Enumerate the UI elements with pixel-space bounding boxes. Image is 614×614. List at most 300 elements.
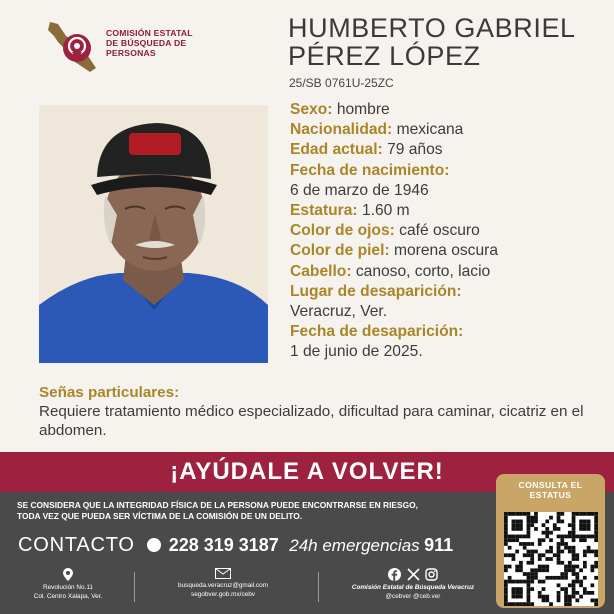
marks-text: Requiere tratamiento médico especializado, dificultad para caminar, cicatriz en el abdomen. — [39, 403, 584, 439]
person-name — [288, 14, 608, 70]
height-row — [290, 201, 610, 221]
qr-module — [579, 595, 583, 599]
qr-module — [530, 516, 534, 520]
qr-module — [508, 565, 512, 569]
qr-module — [515, 538, 519, 542]
qr-module — [590, 550, 594, 554]
qr-module — [534, 572, 538, 576]
qr-module — [527, 595, 531, 599]
qr-module — [590, 598, 594, 602]
qr-module — [579, 520, 583, 524]
qr-module — [534, 520, 538, 524]
qr-module — [545, 565, 549, 569]
qr-module — [557, 595, 561, 599]
qr-module — [579, 535, 583, 539]
qr-module — [583, 565, 587, 569]
qr-module — [572, 568, 576, 572]
qr-module — [512, 587, 516, 591]
qr-module — [587, 527, 591, 531]
qr-module — [557, 546, 561, 550]
footer-divider-1 — [134, 572, 135, 602]
website-url[interactable]: segobver.gob.mx/cebv — [191, 591, 255, 598]
qr-module — [542, 598, 546, 602]
qr-module — [549, 538, 553, 542]
qr-module — [512, 557, 516, 561]
qr-module — [575, 598, 579, 602]
qr-module — [594, 598, 598, 602]
qr-module — [575, 565, 579, 569]
email-block — [158, 568, 288, 599]
qr-module — [568, 568, 572, 572]
qr-module — [534, 512, 538, 516]
height-label: Estatura: — [290, 202, 358, 220]
qr-module — [542, 587, 546, 591]
eye-color-value: café oscuro — [399, 222, 480, 240]
qr-module — [504, 602, 508, 606]
birthdate-value-row — [290, 181, 610, 201]
qr-module — [542, 595, 546, 599]
qr-module — [523, 512, 527, 516]
qr-module — [530, 602, 534, 606]
qr-module — [575, 580, 579, 584]
address-line-1: Revolución No.11 — [43, 584, 93, 591]
date-label: Fecha de desaparición: — [290, 323, 464, 341]
qr-module — [553, 523, 557, 527]
qr-module — [583, 523, 587, 527]
location-pin-icon — [63, 568, 73, 581]
qr-module — [504, 520, 508, 524]
emergency-number[interactable]: 911 — [424, 535, 454, 555]
qr-module — [579, 512, 583, 516]
qr-module — [527, 598, 531, 602]
qr-module — [549, 550, 553, 554]
qr-module — [557, 520, 561, 524]
contact-line — [18, 534, 498, 557]
qr-module — [572, 538, 576, 542]
qr-module — [508, 538, 512, 542]
qr-module — [572, 546, 576, 550]
qr-module — [594, 516, 598, 520]
qr-module — [515, 568, 519, 572]
qr-module — [542, 538, 546, 542]
qr-module — [564, 535, 568, 539]
name-line-1: HUMBERTO GABRIEL — [288, 13, 576, 43]
qr-module — [560, 538, 564, 542]
qr-module — [557, 542, 561, 546]
nationality-value: mexicana — [396, 121, 464, 139]
qr-module — [572, 520, 576, 524]
qr-module — [583, 576, 587, 580]
height-value: 1.60 m — [361, 202, 410, 220]
qr-module — [515, 520, 519, 524]
qr-module — [557, 561, 561, 565]
social-block — [338, 568, 488, 601]
qr-module — [557, 527, 561, 531]
qr-module — [504, 553, 508, 557]
commission-logo — [44, 18, 244, 78]
help-slogan: ¡AYÚDALE A VOLVER! — [170, 458, 444, 485]
qr-module — [534, 527, 538, 531]
distinguishing-marks — [39, 383, 599, 440]
place-value: Veracruz, Ver. — [290, 303, 388, 321]
qr-module — [508, 553, 512, 557]
qr-module — [594, 527, 598, 531]
qr-module — [504, 580, 508, 584]
qr-module — [572, 583, 576, 587]
qr-module — [549, 576, 553, 580]
qr-module — [545, 595, 549, 599]
status-title-line-1: CONSULTA EL — [518, 480, 583, 490]
qr-module — [530, 553, 534, 557]
qr-module — [523, 535, 527, 539]
qr-module — [534, 568, 538, 572]
qr-pattern — [504, 512, 598, 606]
qr-module — [523, 602, 527, 606]
qr-module — [519, 523, 523, 527]
qr-module — [542, 531, 546, 535]
qr-module — [515, 535, 519, 539]
qr-module — [542, 580, 546, 584]
qr-module — [560, 512, 564, 516]
qr-module — [568, 602, 572, 606]
warning-line-1: SE CONSIDERA QUE LA INTEGRIDAD FÍSICA DE LA PERSONA PUEDE ENCONTRARSE EN RIESGO, — [17, 500, 418, 510]
qr-module — [587, 550, 591, 554]
qr-module — [557, 557, 561, 561]
qr-module — [557, 583, 561, 587]
qr-module — [527, 527, 531, 531]
qr-module — [527, 583, 531, 587]
qr-module — [508, 546, 512, 550]
email-address[interactable]: busqueda.veracruz@gmail.com — [178, 582, 268, 589]
eye-color-label: Color de ojos: — [290, 222, 395, 240]
qr-module — [579, 580, 583, 584]
qr-module — [564, 587, 568, 591]
qr-module — [504, 591, 508, 595]
qr-module — [568, 523, 572, 527]
skin-color-value: morena oscura — [393, 242, 498, 260]
qr-module — [519, 565, 523, 569]
qr-module — [545, 557, 549, 561]
qr-module — [504, 538, 508, 542]
qr-module — [519, 527, 523, 531]
qr-module — [587, 520, 591, 524]
qr-module — [538, 557, 542, 561]
qr-module — [530, 568, 534, 572]
person-details — [290, 100, 610, 363]
qr-module — [512, 602, 516, 606]
qr-module — [530, 576, 534, 580]
qr-module — [512, 553, 516, 557]
qr-module — [564, 591, 568, 595]
qr-module — [523, 546, 527, 550]
cap-logo — [129, 133, 181, 155]
qr-module — [538, 591, 542, 595]
qr-module — [538, 542, 542, 546]
qr-module — [512, 580, 516, 584]
qr-module — [512, 535, 516, 539]
qr-module — [583, 587, 587, 591]
qr-module — [519, 595, 523, 599]
qr-module — [583, 512, 587, 516]
qr-module — [583, 561, 587, 565]
qr-module — [568, 561, 572, 565]
qr-module — [564, 595, 568, 599]
nationality-row — [290, 120, 610, 140]
qr-module — [504, 542, 508, 546]
qr-module — [542, 523, 546, 527]
qr-module — [549, 557, 553, 561]
qr-module — [594, 576, 598, 580]
qr-module — [579, 527, 583, 531]
qr-module — [530, 520, 534, 524]
qr-module — [572, 595, 576, 599]
qr-module — [527, 535, 531, 539]
eye-color-row — [290, 221, 610, 241]
qr-module — [572, 523, 576, 527]
qr-module — [512, 538, 516, 542]
qr-module — [564, 568, 568, 572]
qr-module — [530, 523, 534, 527]
qr-module — [504, 595, 508, 599]
qr-module — [553, 576, 557, 580]
qr-module — [527, 561, 531, 565]
qr-module — [568, 565, 572, 569]
qr-module — [579, 568, 583, 572]
sex-value: hombre — [336, 101, 390, 118]
qr-module — [515, 587, 519, 591]
person-photo — [39, 105, 268, 363]
qr-module — [572, 512, 576, 516]
qr-module — [594, 520, 598, 524]
qr-module — [583, 550, 587, 554]
qr-module — [538, 538, 542, 542]
qr-module — [560, 520, 564, 524]
qr-module — [527, 591, 531, 595]
skin-color-row — [290, 241, 610, 261]
instagram-icon[interactable] — [425, 568, 438, 581]
qr-module — [538, 580, 542, 584]
qr-module — [515, 527, 519, 531]
commission-name — [106, 28, 193, 58]
qr-module — [572, 572, 576, 576]
qr-module — [564, 542, 568, 546]
qr-module — [560, 542, 564, 546]
qr-module — [549, 546, 553, 550]
address-line-2: Col. Centro Xalapa, Ver. — [33, 593, 103, 600]
qr-module — [575, 535, 579, 539]
case-folio: 25/SB 0761U-25ZC — [289, 76, 394, 90]
hair-value: canoso, corto, lacio — [355, 262, 491, 280]
qr-module — [512, 523, 516, 527]
qr-module — [557, 553, 561, 557]
qr-module — [508, 580, 512, 584]
qr-module — [590, 565, 594, 569]
date-value-row — [290, 342, 610, 362]
skin-color-label: Color de piel: — [290, 242, 390, 260]
qr-module — [542, 568, 546, 572]
status-title-line-2: ESTATUS — [529, 490, 572, 500]
qr-module — [583, 538, 587, 542]
qr-module — [534, 576, 538, 580]
hair-label: Cabello: — [290, 262, 352, 280]
qr-module — [504, 535, 508, 539]
qr-module — [545, 598, 549, 602]
qr-module — [504, 527, 508, 531]
qr-module — [527, 516, 531, 520]
emergency-label: 24h emergencias — [289, 536, 420, 555]
birthdate-label: Fecha de nacimiento: — [290, 161, 450, 179]
qr-module — [527, 572, 531, 576]
qr-module — [530, 572, 534, 576]
place-value-row — [290, 302, 610, 322]
qr-module — [545, 550, 549, 554]
qr-module — [594, 531, 598, 535]
qr-module — [545, 527, 549, 531]
qr-module — [572, 580, 576, 584]
qr-module — [545, 531, 549, 535]
qr-module — [568, 546, 572, 550]
qr-module — [575, 557, 579, 561]
qr-module — [549, 531, 553, 535]
qr-module — [512, 527, 516, 531]
qr-module — [527, 580, 531, 584]
qr-module — [575, 512, 579, 516]
qr-module — [545, 535, 549, 539]
qr-module — [504, 523, 508, 527]
birthdate-value: 6 de marzo de 1946 — [290, 181, 429, 199]
qr-module — [519, 561, 523, 565]
qr-module — [523, 580, 527, 584]
qr-module — [564, 565, 568, 569]
qr-module — [545, 576, 549, 580]
qr-module — [568, 535, 572, 539]
qr-module — [560, 535, 564, 539]
qr-module — [527, 602, 531, 606]
qr-module — [534, 516, 538, 520]
qr-module — [564, 598, 568, 602]
facebook-icon[interactable] — [388, 568, 401, 581]
qr-module — [557, 512, 561, 516]
qr-module — [553, 553, 557, 557]
marks-label: Señas particulares: — [39, 384, 180, 401]
qr-module — [587, 591, 591, 595]
sex-row — [290, 100, 610, 120]
qr-module — [564, 572, 568, 576]
qr-module — [523, 572, 527, 576]
qr-module — [575, 576, 579, 580]
qr-module — [572, 516, 576, 520]
qr-module — [553, 527, 557, 531]
qr-module — [557, 516, 561, 520]
qr-module — [557, 550, 561, 554]
qr-module — [527, 553, 531, 557]
qr-module — [519, 602, 523, 606]
qr-module — [508, 576, 512, 580]
qr-module — [527, 531, 531, 535]
qr-module — [594, 561, 598, 565]
qr-module — [583, 591, 587, 595]
qr-module — [560, 561, 564, 565]
qr-module — [587, 512, 591, 516]
status-qr-code[interactable] — [504, 512, 598, 606]
qr-module — [523, 553, 527, 557]
qr-module — [515, 550, 519, 554]
x-icon[interactable] — [407, 568, 420, 581]
qr-module — [519, 568, 523, 572]
footer-divider-2 — [318, 572, 319, 602]
envelope-icon — [215, 568, 231, 579]
qr-module — [557, 598, 561, 602]
qr-module — [519, 591, 523, 595]
qr-module — [579, 538, 583, 542]
qr-module — [515, 591, 519, 595]
qr-module — [579, 583, 583, 587]
qr-module — [504, 587, 508, 591]
social-org-name: Comisión Estatal de Búsqueda Veracruz — [351, 584, 475, 591]
qr-module — [508, 602, 512, 606]
qr-module — [587, 546, 591, 550]
social-icons — [338, 568, 488, 582]
qr-module — [534, 550, 538, 554]
qr-module — [515, 523, 519, 527]
qr-module — [572, 557, 576, 561]
qr-module — [530, 580, 534, 584]
qr-module — [542, 553, 546, 557]
qr-module — [594, 512, 598, 516]
qr-module — [519, 542, 523, 546]
name-line-2: PÉREZ LÓPEZ — [288, 41, 481, 71]
qr-module — [590, 512, 594, 516]
qr-module — [527, 520, 531, 524]
warning-line-2: TODA VEZ QUE PUEDA SER VÍCTIMA DE LA COMISIÓN DE UN DELITO. — [17, 511, 303, 521]
qr-module — [568, 598, 572, 602]
qr-module — [519, 535, 523, 539]
qr-module — [512, 595, 516, 599]
qr-module — [530, 557, 534, 561]
qr-module — [515, 580, 519, 584]
social-handles[interactable]: @cebver @ceb.ver — [385, 593, 441, 600]
age-label: Edad actual: — [290, 141, 383, 159]
qr-module — [587, 535, 591, 539]
qr-module — [504, 598, 508, 602]
age-row — [290, 140, 610, 160]
qr-module — [519, 587, 523, 591]
phone-icon — [147, 538, 161, 552]
qr-module — [560, 576, 564, 580]
qr-module — [519, 520, 523, 524]
qr-module — [557, 591, 561, 595]
qr-module — [504, 512, 508, 516]
qr-module — [568, 550, 572, 554]
qr-module — [545, 520, 549, 524]
qr-module — [560, 572, 564, 576]
phone-number[interactable]: 228 319 3187 — [168, 535, 279, 555]
qr-module — [560, 550, 564, 554]
org-line-1: COMISIÓN ESTATAL — [106, 28, 193, 38]
org-line-3: PERSONAS — [106, 48, 156, 58]
qr-module — [590, 535, 594, 539]
status-title — [496, 480, 605, 500]
qr-module — [504, 565, 508, 569]
qr-module — [523, 542, 527, 546]
qr-module — [572, 591, 576, 595]
qr-module — [504, 516, 508, 520]
qr-module — [538, 553, 542, 557]
qr-module — [527, 542, 531, 546]
qr-module — [560, 587, 564, 591]
hair-row — [290, 262, 610, 282]
qr-module — [504, 568, 508, 572]
